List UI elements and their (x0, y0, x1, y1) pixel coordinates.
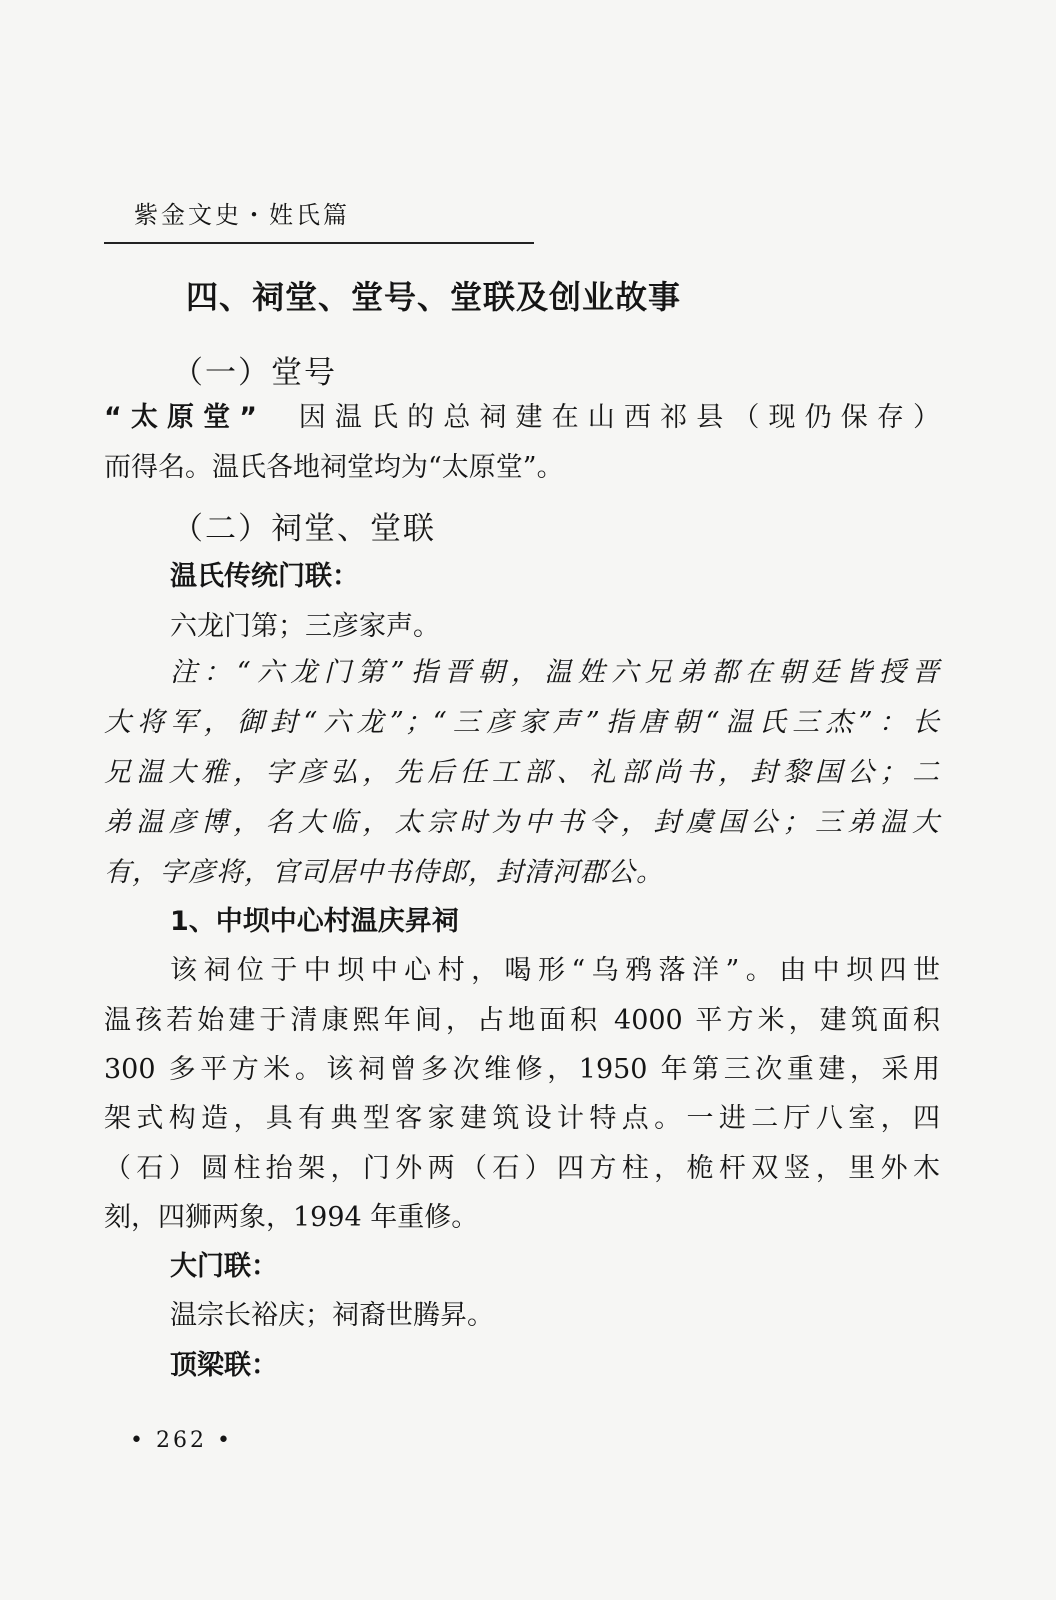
note-line: 大将军，御封“六龙”；“三彦家声”指唐朝“温氏三杰”：长 (104, 707, 940, 738)
couplet-label: 温氏传统门联： (170, 561, 359, 592)
keyword-taiyuantang: “太原堂” (104, 402, 258, 433)
paragraph-line (104, 393, 940, 443)
beam-couplet-label: 顶梁联： (170, 1350, 278, 1381)
couplet-text: 六龙门第；三彦家声。 (170, 611, 440, 642)
body-line: 刻，四狮两象，1994 年重修。 (104, 1202, 479, 1233)
running-header: 紫金文史・姓氏篇 (134, 201, 350, 229)
body-line: （石）圆柱抬架，门外两（石）四方柱，桅杆双竖，里外木 (104, 1153, 940, 1184)
note-line: 注：“六龙门第”指晋朝，温姓六兄弟都在朝廷皆授晋 (170, 657, 940, 688)
paragraph-line: 而得名。温氏各地祠堂均为“太原堂”。 (104, 452, 564, 483)
header-rule (104, 242, 534, 244)
body-line: 温孩若始建于清康熙年间，占地面积 4000 平方米，建筑面积 (104, 1005, 940, 1036)
body-line: 该祠位于中坝中心村，喝形“乌鸦落洋”。由中坝四世 (170, 955, 940, 986)
gate-couplet-label: 大门联： (170, 1251, 278, 1282)
subsection-heading-2: （二）祠堂、堂联 (172, 511, 436, 547)
note-line: 弟温彦博，名大临，太宗时为中书令，封虞国公；三弟温大 (104, 807, 940, 838)
body-line: 架式构造，具有典型客家建筑设计特点。一进二厅八室，四 (104, 1103, 940, 1134)
paragraph-text: 因温氏的总祠建在山西祁县（现仍保存） (298, 402, 940, 433)
item-heading: 1、中坝中心村温庆昇祠 (170, 906, 459, 937)
page-number: • 262 • (130, 1428, 233, 1453)
note-line: 有，字彦将，官司居中书侍郎，封清河郡公。 (104, 857, 664, 888)
note-line: 兄温大雅，字彦弘，先后任工部、礼部尚书，封黎国公；二 (104, 757, 940, 788)
gate-couplet-text: 温宗长裕庆；祠裔世腾昇。 (170, 1300, 494, 1331)
body-line: 300 多平方米。该祠曾多次维修，1950 年第三次重建，采用 (104, 1054, 940, 1085)
section-title: 四、祠堂、堂号、堂联及创业故事 (186, 278, 682, 316)
subsection-heading-1: （一）堂号 (172, 355, 337, 391)
